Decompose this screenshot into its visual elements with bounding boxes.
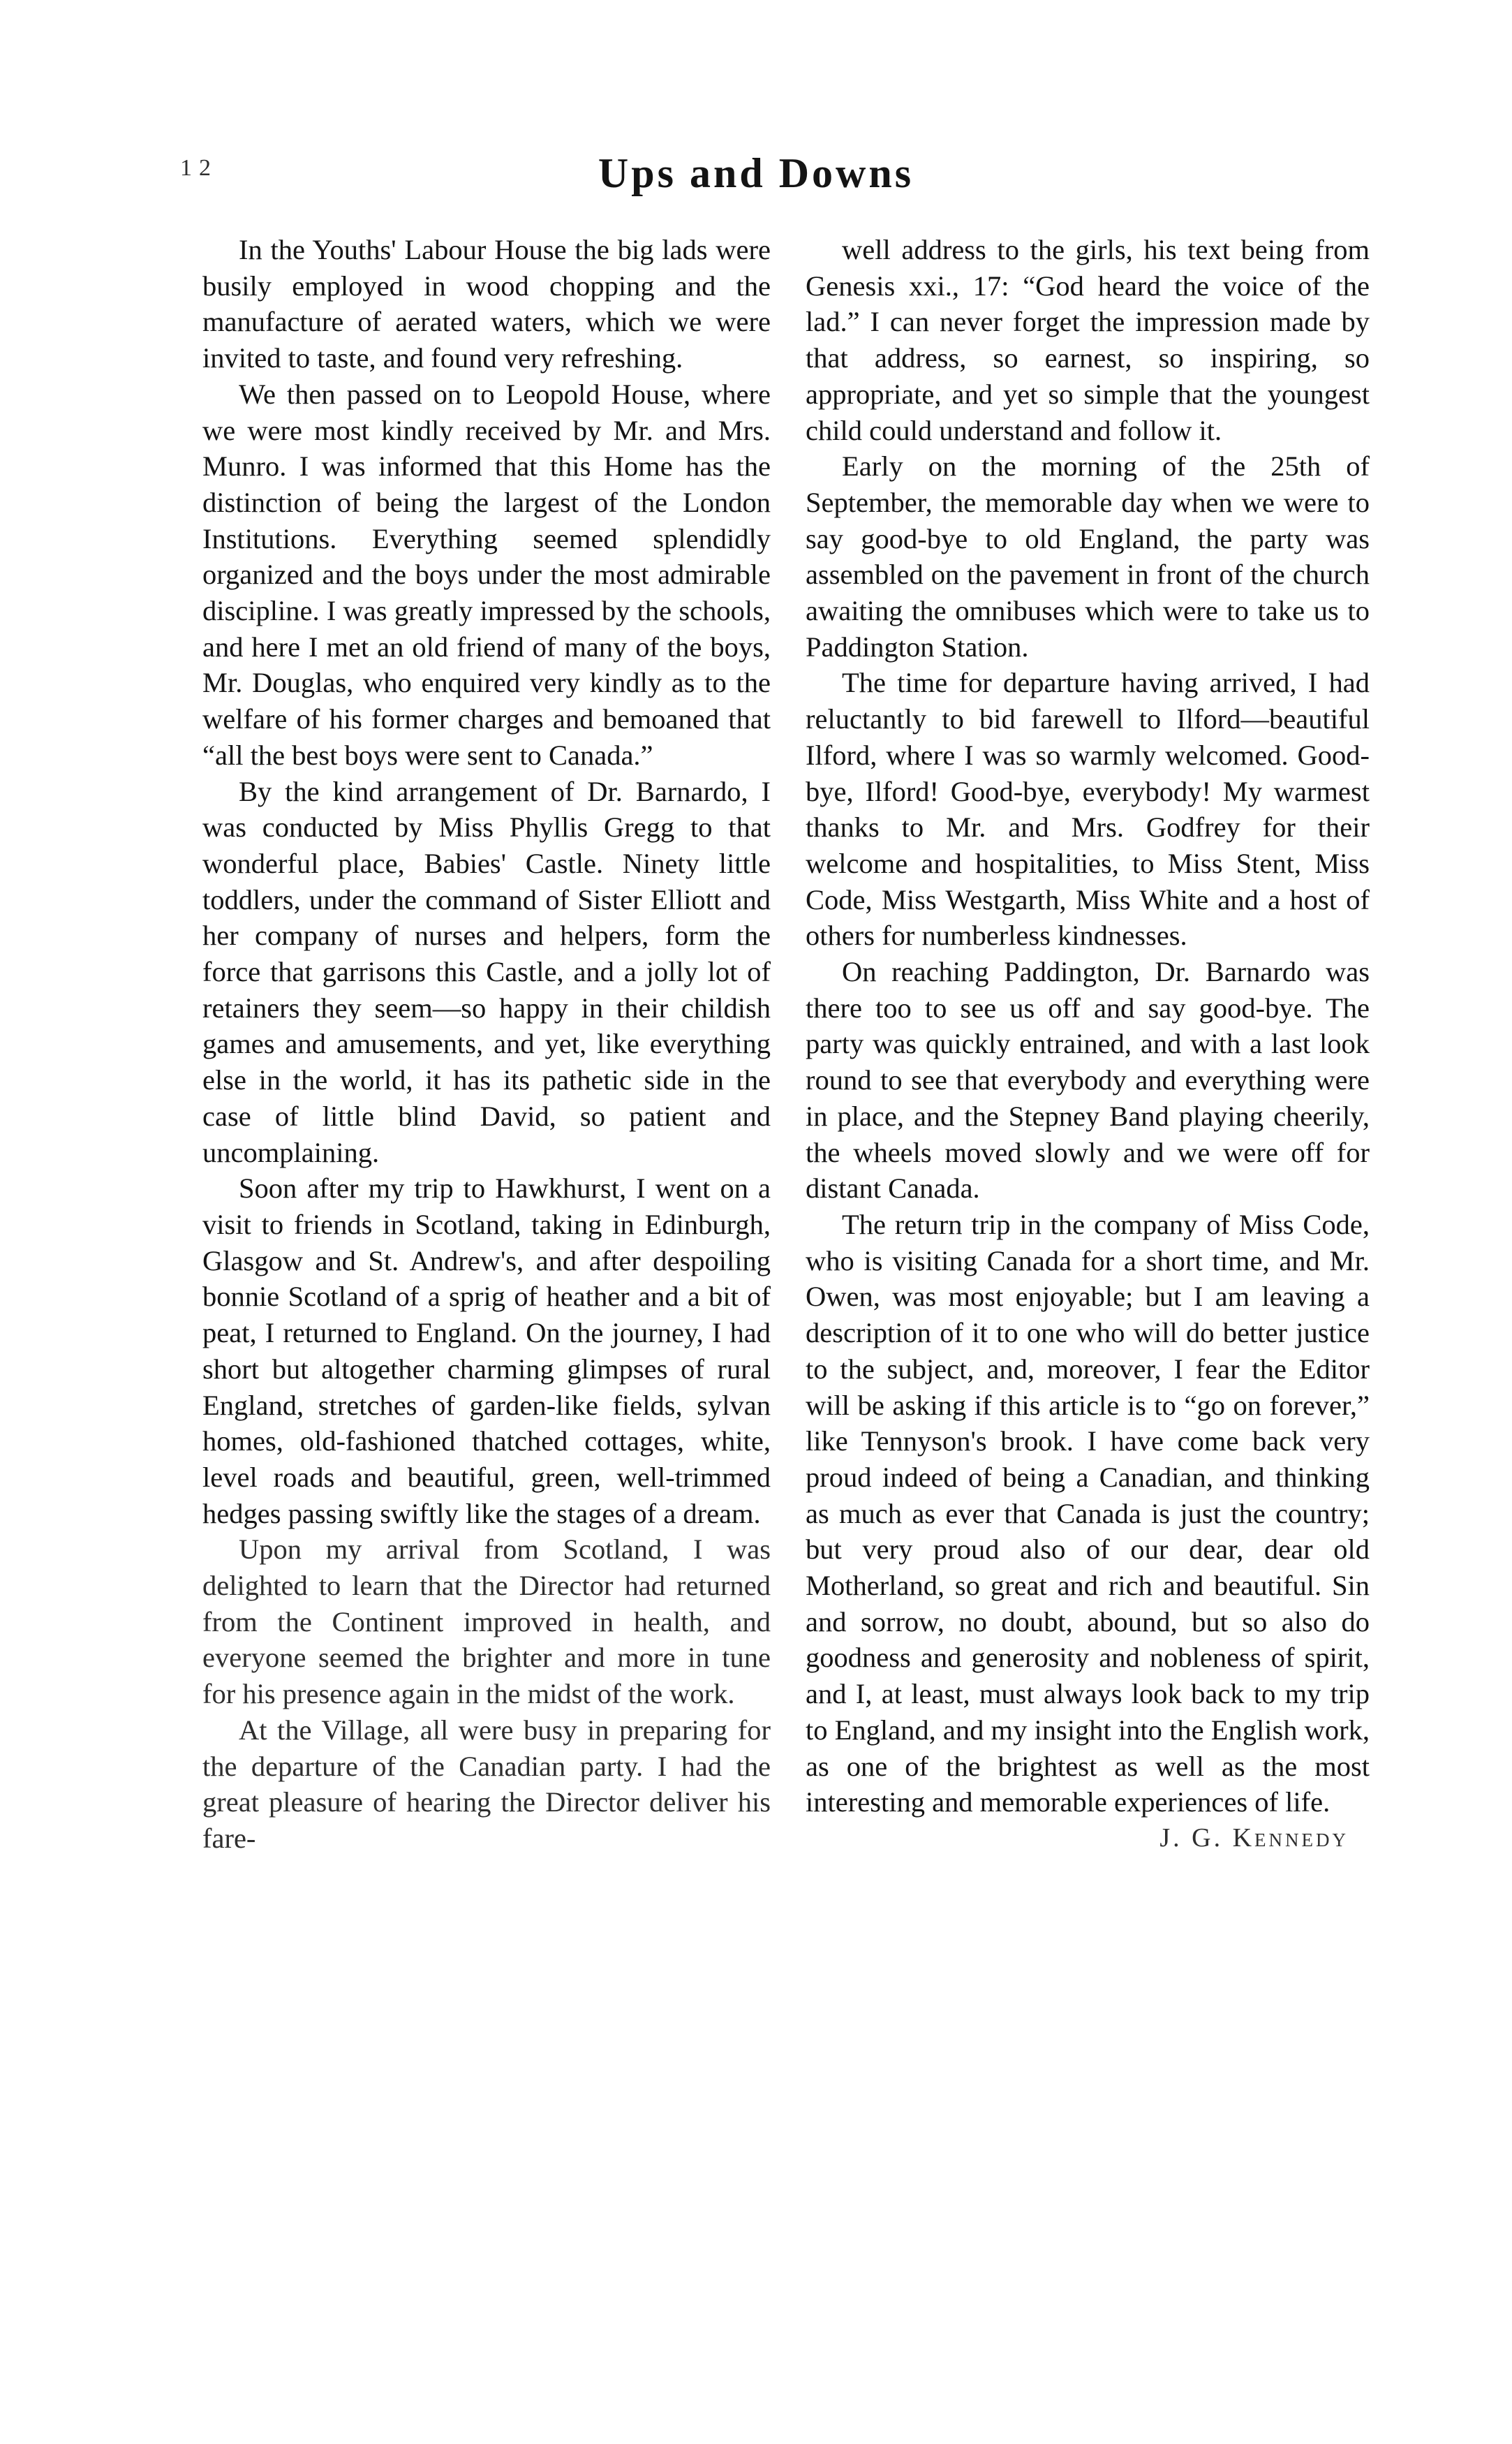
paragraph: Soon after my trip to Hawkhurst, I went on a visit to friends in Scotland, taking in Edinburgh, Glasgow and St. Andrew's, and after despoiling bonnie Scotland of a sprig of heather and a bit of peat, I returned to England. On the journey, I had short but altogether charming glimpses of rural England, stretches of garden-like fields, sylvan homes, old-fashioned thatched cottages, white, level roads and beautiful, green, well-trimmed hedges passing swiftly like the stages of a dream.	[202, 1172, 771, 1529]
page-number: 12	[180, 155, 218, 181]
right-column	[806, 232, 1370, 1857]
paragraph: The time for departure having arrived, I had reluctantly to bid farewell to Ilford—beautiful Ilford, where I was so warmly welcomed. Good-bye, Ilford! Good-bye, everybody! My warmest thanks to Mr. and Mrs. Godfrey for their welcome and hospitalities, to Miss Stent, Miss Code, Miss Westgarth, Miss White and a host of others for numberless kindnesses.	[806, 667, 1370, 952]
paragraph: well address to the girls, his text being from Genesis xxi., 17: “God heard the voice of the lad.” I can never forget the impression made by that address, so earnest, so inspiring, so appropriate, and yet so simple that the youngest child could understand and follow it.	[806, 234, 1370, 446]
running-title: Ups and Downs	[598, 150, 914, 196]
paragraph: By the kind arrangement of Dr. Barnardo, I was conducted by Miss Phyllis Gregg to that wonderful place, Babies' Castle. Ninety little toddlers, under the command of Sister Elliott and her company of nurses and helpers, form the force that garrisons this Castle, and a jolly lot of retainers they seem—so happy in their childish games and amusements, and yet, like everything else in the world, it has its pathetic side in the case of little blind David, so patient and uncomplaining.	[202, 775, 771, 1168]
paragraph: At the Village, all were busy in preparing for the departure of the Canadian party. I had the great pleasure of hearing the Director deliver his fare-	[202, 1714, 771, 1854]
paragraph: The return trip in the company of Miss Code, who is visiting Canada for a short time, and Mr. Owen, was most enjoyable; but I am leaving a description of it to one who will do better justice to the subject, and, moreover, I fear the Editor will be asking if this article is to “go on forever,” like Tennyson's brook. I have come back very proud indeed of being a Canadian, and thinking as much as ever that Canada is just the country; but very proud also of our dear, dear old Motherland, so great and rich and beautiful. Sin and sorrow, no doubt, abound, but so also do goodness and generosity and nobleness of spirit, and I, at least, must always look back to my trip to England, and my insight into the English work, as one of the brightest as well as the most interesting and memorable experiences of life.	[806, 1208, 1370, 1818]
paragraph: We then passed on to Leopold House, where we were most kindly received by Mr. and Mrs. Munro. I was informed that this Home has the distinction of being the largest of the London Institutions. Everything seemed splendidly organized and the boys under the most admirable discipline. I was greatly impressed by the schools, and here I met an old friend of many of the boys, Mr. Douglas, who enquired very kindly as to the welfare of his former charges and bemoaned that “all the best boys were sent to Canada.”	[202, 378, 771, 771]
left-column	[202, 232, 771, 1857]
paragraph: On reaching Paddington, Dr. Barnardo was there too to see us off and say good-bye. The party was quickly entrained, and with a last look round to see that everybody and everything were in place, and the Stepney Band playing cheerily, the wheels moved slowly and we were off for distant Canada.	[806, 956, 1370, 1205]
paragraph: In the Youths' Labour House the big lads were busily employed in wood chopping and the manufacture of aerated waters, which we were invited to taste, and found very refreshing.	[202, 234, 771, 374]
author-signature: J. G. Kennedy	[1159, 1823, 1349, 1853]
paragraph: Upon my arrival from Scotland, I was delighted to learn that the Director had returned from the Continent improved in health, and everyone seemed the brighter and more in tune for his presence again in the midst of the work.	[202, 1533, 771, 1710]
paragraph: Early on the morning of the 25th of September, the memorable day when we were to say good-bye to old England, the party was assembled on the pavement in front of the church awaiting the omnibuses which were to take us to Paddington Station.	[806, 450, 1370, 663]
